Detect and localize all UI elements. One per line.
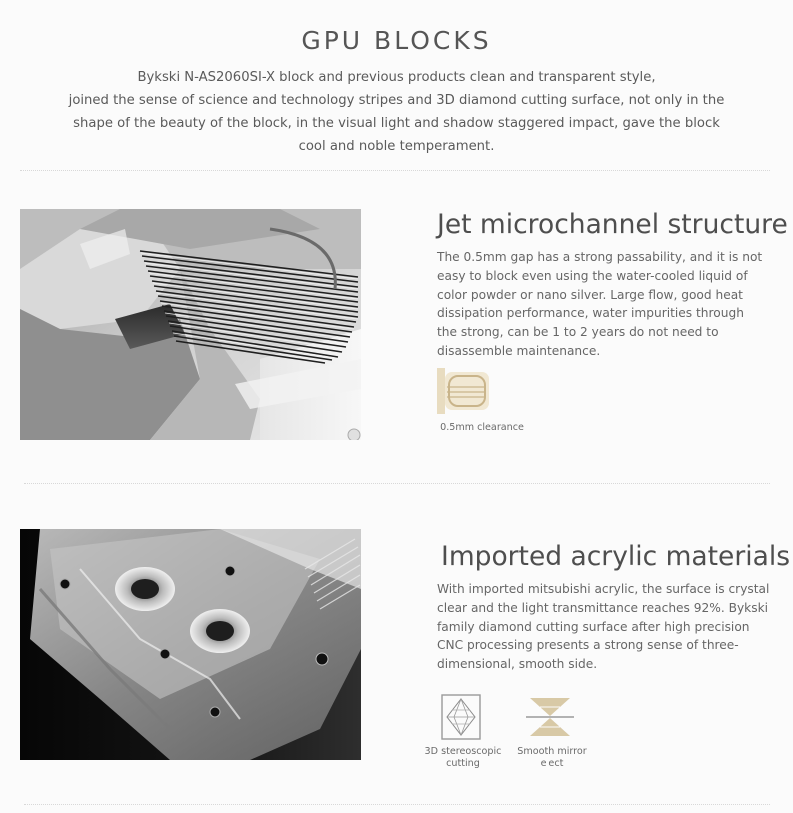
description-line: dimensional, smooth side. bbox=[437, 657, 598, 672]
diamond-icon bbox=[441, 694, 481, 740]
section-heading: Jet microchannel structure bbox=[437, 209, 788, 240]
divider bbox=[24, 804, 770, 805]
section-description bbox=[437, 580, 782, 674]
clearance-gap-icon bbox=[437, 368, 489, 414]
intro-line: shape of the beauty of the block, in the visual light and shadow staggered impact, gave the block bbox=[73, 116, 720, 131]
caption-line: Smooth mirror bbox=[517, 746, 587, 757]
feature-caption bbox=[418, 746, 508, 770]
divider bbox=[24, 483, 770, 484]
divider bbox=[20, 170, 770, 171]
microchannel-photo bbox=[20, 209, 361, 440]
acrylic-block-illustration bbox=[20, 529, 361, 760]
description-line: color powder or nano silver. Large flow, good heat bbox=[437, 287, 743, 302]
acrylic-block-photo bbox=[20, 529, 361, 760]
description-line: CNC processing presents a strong sense of three- bbox=[437, 638, 739, 653]
feature-caption: 0.5mm clearance bbox=[440, 422, 524, 433]
section-heading: Imported acrylic materials bbox=[441, 541, 791, 572]
description-line: family diamond cutting surface after high precision bbox=[437, 619, 750, 634]
description-line: easy to block even using the water-cooled liquid of bbox=[437, 268, 748, 283]
page-title: GPU BLOCKS bbox=[301, 26, 492, 55]
intro-paragraph bbox=[40, 66, 753, 158]
intro-line: cool and noble temperament. bbox=[298, 139, 495, 154]
caption-line: cutting bbox=[446, 758, 480, 769]
caption-line: e ect bbox=[540, 758, 564, 769]
mirror-hourglass-icon bbox=[526, 696, 574, 738]
intro-line: Bykski N-AS2060SI-X block and previous products clean and transparent style, bbox=[137, 70, 656, 85]
feature-caption bbox=[505, 746, 599, 770]
description-line: the strong, can be 1 to 2 years do not need to bbox=[437, 325, 719, 340]
description-line: clear and the light transmittance reaches 92%. Bykski bbox=[437, 600, 769, 615]
section-description bbox=[437, 248, 777, 361]
caption-line: 3D stereoscopic bbox=[424, 746, 502, 757]
description-line: disassemble maintenance. bbox=[437, 343, 601, 358]
description-line: The 0.5mm gap has a strong passability, and it is not bbox=[437, 250, 763, 264]
description-line: With imported mitsubishi acrylic, the surface is crystal bbox=[437, 582, 770, 596]
intro-line: joined the sense of science and technology stripes and 3D diamond cutting surface, not only in the bbox=[68, 93, 725, 108]
microchannel-illustration bbox=[20, 209, 361, 440]
description-line: dissipation performance, water impurities through bbox=[437, 306, 744, 321]
